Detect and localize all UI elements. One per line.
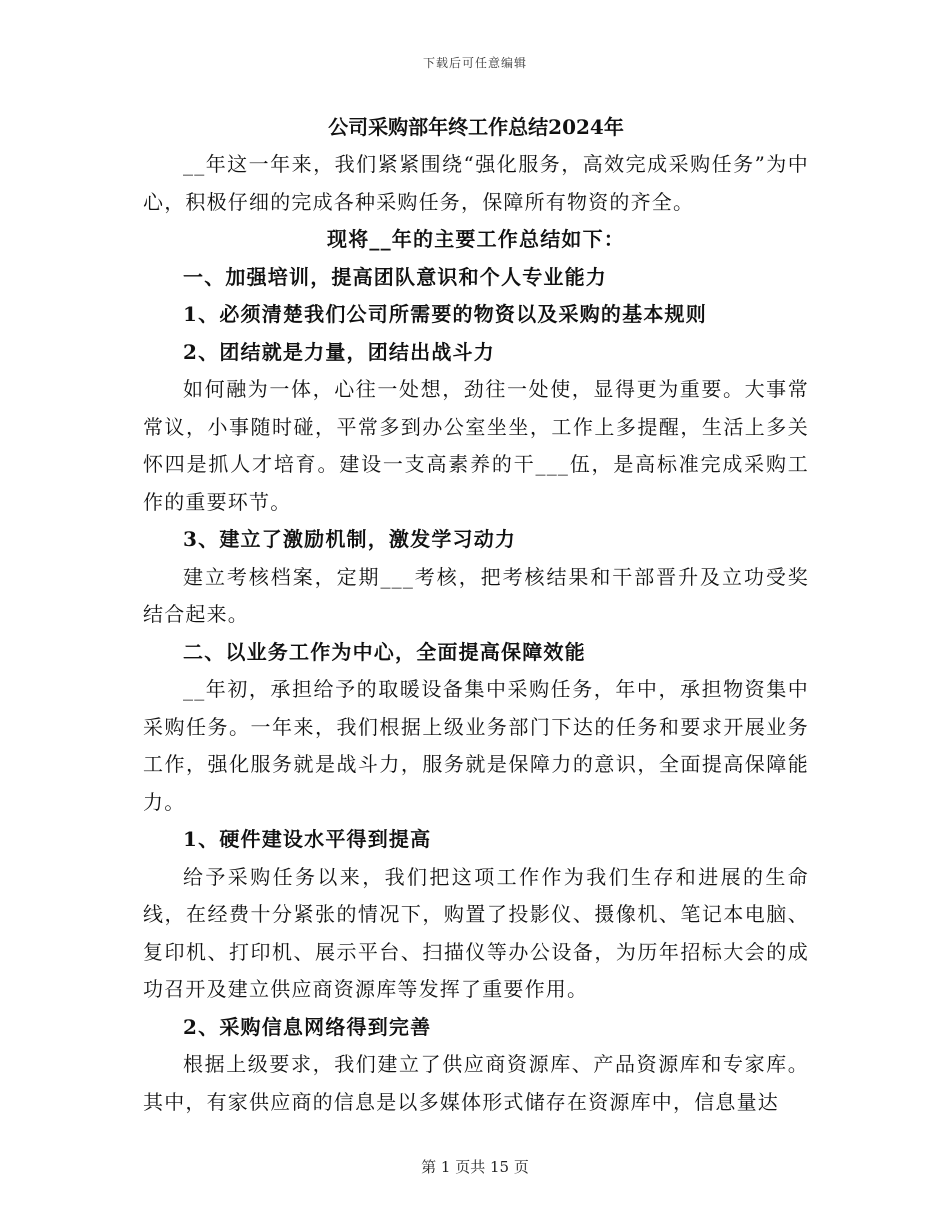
- document-body: [143, 112, 809, 1121]
- subheading-1-2: 2、团结就是力量，团结出战斗力: [183, 339, 495, 364]
- page-footer: 第 1 页共 15 页: [421, 1158, 529, 1176]
- paragraph-hardware: 给予采购任务以来，我们把这项工作作为我们生存和进展的生命线，在经费十分紧张的情况下，购置了投影仪、摄像机、笔记本电脑、复印机、打印机、展示平台、扫描仪等办公设备，为历年招标大会的成功召开及建立供应商资源库等发挥了重要作用。: [143, 864, 809, 1001]
- paragraph-tasks: __年初，承担给予的取暖设备集中采购任务，年中，承担物资集中采购任务。一年来，我们根据上级业务部门下达的任务和要求开展业务工作，强化服务就是战斗力，服务就是保障力的意识，全面提高保障能力。: [143, 677, 809, 814]
- subheading-2-1: 1、硬件建设水平得到提高: [183, 827, 432, 851]
- header-note: 下载后可任意编辑: [422, 56, 527, 70]
- paragraph-network: 根据上级要求，我们建立了供应商资源库、产品资源库和专家库。其中，有家供应商的信息是以多媒体形式储存在资源库中，信息量达: [143, 1052, 809, 1114]
- document-title: 公司采购部年终工作总结2024年: [328, 115, 624, 139]
- subheading-2-2: 2、采购信息网络得到完善: [183, 1014, 432, 1039]
- paragraph-intro: __年这一年来，我们紧紧围绕“强化服务，高效完成采购任务”为中心，积极仔细的完成各种采购任务，保障所有物资的齐全。: [143, 152, 809, 214]
- paragraph-assessment: 建立考核档案，定期___考核，把考核结果和干部晋升及立功受奖结合起来。: [143, 564, 809, 626]
- subheading-1-1: 1、必须清楚我们公司所需要的物资以及采购的基本规则: [183, 302, 707, 326]
- subheading-1-3: 3、建立了激励机制，激发学习动力: [183, 527, 517, 551]
- paragraph-unity: 如何融为一体，心往一处想，劲往一处使，显得更为重要。大事常常议，小事随时碰，平常多到办公室坐坐，工作上多提醒，生活上多关怀四是抓人才培育。建设一支高素养的干___伍，是高标准完成采购工作的重要环节。: [143, 377, 809, 514]
- summary-lead-heading: 现将__年的主要工作总结如下：: [327, 227, 625, 251]
- section-heading-1: 一、加强培训，提高团队意识和个人专业能力: [183, 264, 607, 289]
- section-heading-2: 二、以业务工作为中心，全面提高保障效能: [183, 639, 586, 664]
